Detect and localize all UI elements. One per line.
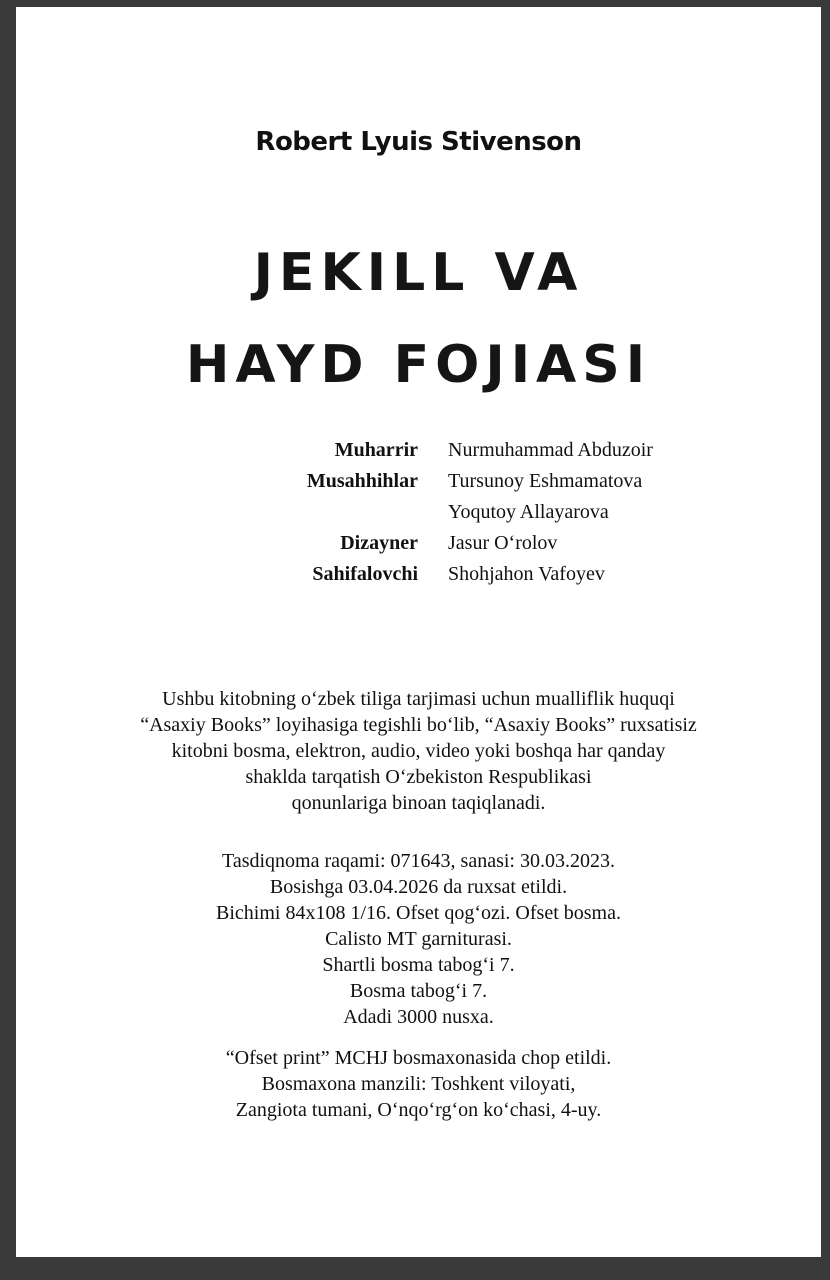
- credit-row-designer: [16, 532, 821, 563]
- copyright-line: “Asaxiy Books” loyihasiga tegishli bo‘lib, “Asaxiy Books” ruxsatisiz: [140, 714, 697, 736]
- credit-name: Nurmuhammad Abduzoir: [448, 439, 653, 461]
- print-info-line: Adadi 3000 nusxa.: [343, 1006, 494, 1028]
- book-title-line-2: HAYD FOJIASI: [185, 335, 652, 395]
- copyright-notice: [16, 686, 821, 816]
- copyright-line: kitobni bosma, elektron, audio, video yoki boshqa har qanday: [171, 740, 666, 762]
- print-info-line: Shartli bosma tabog‘i 7.: [322, 954, 515, 976]
- credit-row-layout: [16, 563, 821, 594]
- printer-info: [16, 1045, 821, 1123]
- credit-role: Sahifalovchi: [312, 563, 418, 585]
- print-info-line: Bichimi 84x108 1/16. Ofset qog‘ozi. Ofset bosma.: [216, 902, 621, 924]
- printer-line: Bosmaxona manzili: Toshkent viloyati,: [261, 1073, 576, 1095]
- book-title-line-1: JEKILL VA: [253, 243, 584, 303]
- book-page: [16, 7, 821, 1257]
- printer-line: Zangiota tumani, O‘nqo‘rg‘on ko‘chasi, 4-uy.: [235, 1099, 602, 1121]
- credit-name: Tursunoy Eshmamatova: [448, 470, 643, 492]
- credit-row-proofreaders: [16, 470, 821, 501]
- credit-name: Shohjahon Vafoyev: [448, 563, 605, 585]
- print-info-line: Bosma tabog‘i 7.: [349, 980, 488, 1002]
- credit-row-proofreader-2: [16, 501, 821, 532]
- copyright-line: qonunlariga binoan taqiqlanadi.: [291, 792, 546, 814]
- copyright-line: shaklda tarqatish O‘zbekiston Respublikasi: [245, 766, 592, 788]
- printer-line: “Ofset print” MCHJ bosmaxonasida chop etildi.: [225, 1047, 612, 1069]
- credit-row-editor: [16, 439, 821, 470]
- print-info-line: Tasdiqnoma raqami: 071643, sanasi: 30.03.2023.: [222, 850, 615, 872]
- credit-name: Yoqutoy Allayarova: [448, 501, 609, 523]
- print-info-line: Bosishga 03.04.2026 da ruxsat etildi.: [269, 876, 568, 898]
- author-name: Robert Lyuis Stivenson: [255, 127, 582, 157]
- credits-list: [16, 439, 821, 594]
- print-info: [16, 848, 821, 1030]
- print-info-line: Calisto MT garniturasi.: [325, 928, 512, 950]
- credit-role: Dizayner: [340, 532, 418, 554]
- copyright-line: Ushbu kitobning o‘zbek tiliga tarjimasi uchun mualliflik huquqi: [162, 688, 675, 710]
- credit-name: Jasur O‘rolov: [448, 532, 558, 554]
- credit-role: Musahhihlar: [306, 470, 418, 492]
- credit-role: Muharrir: [334, 439, 418, 461]
